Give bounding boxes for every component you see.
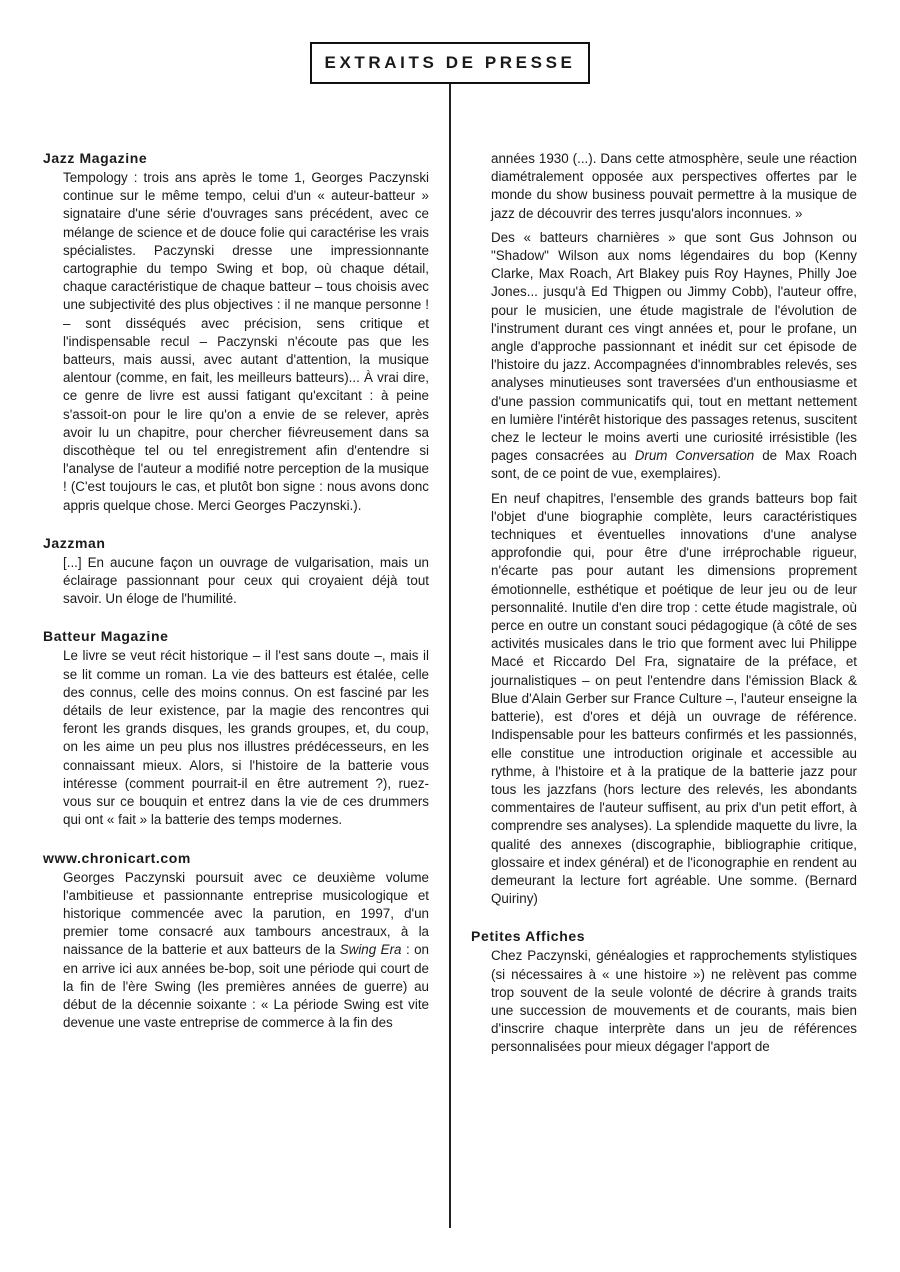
excerpt-paragraph: années 1930 (...). Dans cette atmosphère, seule une réaction diamétralement opposée aux perspectives offertes par le monde du show business pouvait permettre à la musique de jazz de découvrir des terres jusqu'alors inconnues. » bbox=[491, 151, 857, 221]
left-column bbox=[43, 150, 429, 1052]
page-title: EXTRAITS DE PRESSE bbox=[310, 42, 590, 84]
excerpt-paragraph: Tempology : trois ans après le tome 1, Georges Paczynski continue sur le même tempo, celui d'un « auteur-batteur » signataire d'une série d'ouvrages sans précédent, avec ce mélange de science et de douce folie qui caractérise les vrais spécialistes. Paczynski dresse une impressionnante cartographie du tempo Swing et bop, où chaque détail, chaque caractéristique de chaque batteur – tous choisis avec une subjectivité des plus objectives : il ne manque personne ! – sont disséqués avec précision, sens critique et l'indispensable recul – Paczynski n'écoute pas que les batteurs, mais aussi, avec autant d'attention, la musique alentour (comme, en fait, les meilleurs batteurs)... À vrai dire, ce genre de livre est aussi fatigant qu'excitant : à peine s'assoit-on pour le lire qu'on a envie de se relever, après avoir lu un chapitre, pour chercher fiévreusement dans sa discothèque tel ou tel enregistrement afin d'entendre si l'analyse de l'auteur a modifié notre perception de la musique ! (C'est toujours le cas, et plutôt bon signe : nous avons donc appris quelque chose. Merci Georges Paczynski.). bbox=[63, 170, 429, 513]
press-excerpt-continued bbox=[471, 150, 857, 908]
press-excerpt-jazzman bbox=[43, 535, 429, 609]
source-heading: Jazzman bbox=[43, 534, 106, 551]
excerpt-paragraph: [...] En aucune façon un ouvrage de vulgarisation, mais un éclairage passionnant pour ceux qui croyaient déjà tout savoir. Un éloge de l'humilité. bbox=[63, 554, 429, 607]
source-heading: www.chronicart.com bbox=[43, 849, 191, 866]
press-excerpt-www-chronicart-com bbox=[43, 850, 429, 1033]
excerpt-paragraph: Chez Paczynski, généalogies et rapprochements stylistiques (si nécessaires à « une histoire ») ne relèvent pas comme trop souvent de la seule volonté de décrire à grands traits une succession de mouvements et de courants, mais bien d'inscrire chaque interprète dans un jeu de références personnalisées pour mieux dégager l'apport de bbox=[491, 948, 857, 1055]
excerpt-paragraph: Des « batteurs charnières » que sont Gus Johnson ou "Shadow" Wilson aux noms légendaires du bop (Kenny Clarke, Max Roach, Art Blakey puis Roy Haynes, Philly Joe Jones... jusqu'à Ed Thigpen ou Jimmy Cobb), l'auteur offre, pour le musicien, une étude magistrale de l'évolution de l'instrument durant ces vingt années et, pour le profane, un angle d'approche passionnant et inédit sur cet épisode de l'histoire du jazz. Accompagnées d'innombrables relevés, ses analyses minutieuses sont traversées d'un enthousiasme et d'une passion communicatifs qui, tout en mettant nettement en lumière l'intérêt historique des passages retenus, suscitent chez le lecteur le moins averti une curiosité irrésistible (les pages consacrées au Drum Conversation de Max Roach sont, de ce point de vue, exemplaires). bbox=[491, 229, 857, 482]
column-divider bbox=[449, 84, 451, 1228]
source-heading: Jazz Magazine bbox=[43, 150, 148, 166]
press-excerpt-petites-affiches bbox=[471, 928, 857, 1056]
excerpt-paragraph: En neuf chapitres, l'ensemble des grands batteurs bop fait l'objet d'une biographie complète, leurs caractéristiques techniques et éventuelles innovations d'une analyse approfondie qui, pour être d'une irréprochable rigueur, n'écarte pas pour autant les dimensions proprement émotionnelle, esthétique et poétique de leur jeu ou de leur personnalité. Inutile d'en dire trop : cette étude magistrale, où perce en outre un constant souci pédagogique (à côté de ses activités musicales dans le trio que forment avec lui Philippe Macé et Riccardo Del Fra, signataire de la préface, et journalistiques – on peut l'entendre dans l'émission Black & Blue d'Alain Gerber sur France Culture –, l'auteur enseigne la batterie), est d'ores et déjà un ouvrage de référence. Indispensable pour les batteurs confirmés et les passionnés, elle constitue une introduction originale et accessible au rythme, à l'histoire et à la pratique de la batterie jazz pour tous les jazzfans (hors lecture des relevés, les abondants commentaires de l'auteur suffisent, au prix d'un petit effort, à comprendre ses analyses). La splendide maquette du livre, la qualité des annexes (discographie, bibliographie critique, glossaire et index général) et de l'iconographie en rendent au demeurant la lecture fort agréable. Une somme. (Bernard Quiriny) bbox=[491, 490, 857, 907]
press-excerpt-batteur-magazine bbox=[43, 628, 429, 829]
right-column bbox=[471, 150, 857, 1077]
source-heading: Petites Affiches bbox=[471, 928, 586, 945]
excerpt-paragraph: Le livre se veut récit historique – il l'est sans doute –, mais il se lit comme un roman. La vie des batteurs est étalée, celle des connus, celle des moins connus. On est fasciné par les détails de leur existence, par la magie des rencontres qui feront les grands disques, les grands groupes, et, du coup, on les aime un peu plus nos illustres prédécesseurs, en les connaissant mieux. Alors, si l'histoire de la batterie vous intéresse (comment pourrait-il en être autrement ?), ruez-vous sur ce bouquin et entrez dans la vie de ces drummers qui ont « fait » la batterie des temps modernes. bbox=[63, 648, 429, 828]
source-heading: Batteur Magazine bbox=[43, 628, 169, 645]
press-excerpt-jazz-magazine bbox=[43, 150, 429, 515]
excerpt-paragraph: Georges Paczynski poursuit avec ce deuxième volume l'ambitieuse et passionnante entreprise musicologique et historique commencée avec la parution, en 1997, d'un premier tome consacré aux tambours ancestraux, à la naissance de la batterie et aux batteurs de la Swing Era : on en arrive ici aux années be-bop, soit une période qui court de la fin de l'ère Swing (les premières années de guerre) au début de la décennie soixante : « La période Swing est vite devenue une vaste entreprise de commerce à la fin des bbox=[63, 869, 430, 1031]
